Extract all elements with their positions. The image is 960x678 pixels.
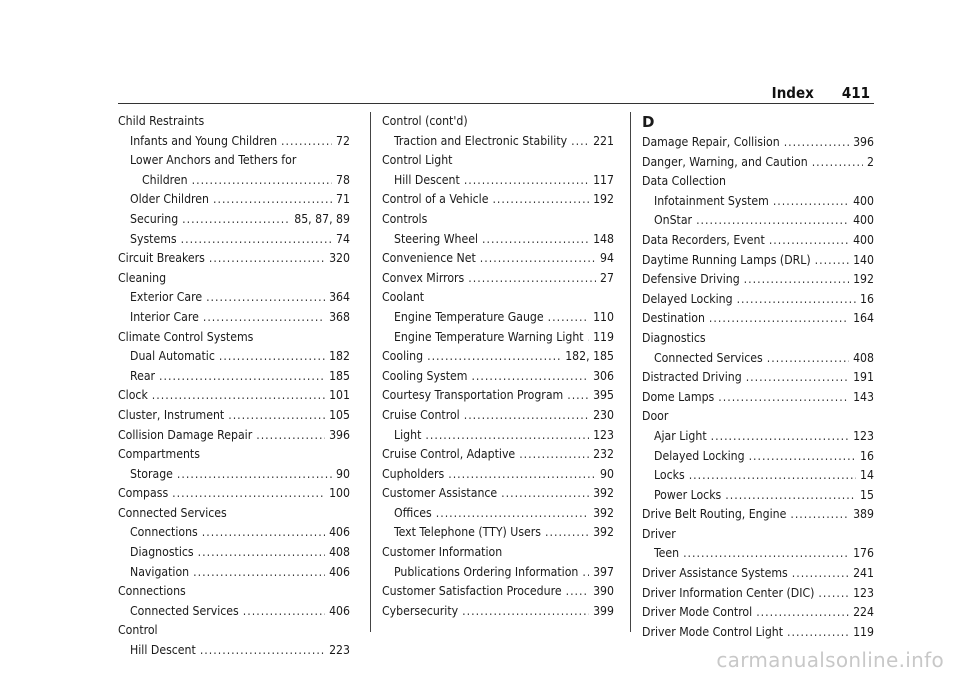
index-entry	[642, 505, 874, 525]
entry-term: Light	[394, 427, 422, 442]
entry-page-ref: 241	[853, 566, 874, 581]
index-entry	[382, 445, 614, 465]
entry-page-ref: 224	[853, 605, 874, 620]
index-entry	[118, 406, 350, 426]
entry-page-ref: 192	[593, 192, 614, 207]
entry-term: Data Recorders, Event	[642, 232, 765, 247]
entry-page-ref: 397	[593, 564, 614, 579]
entry-term: Cluster, Instrument	[118, 407, 225, 422]
index-entry	[642, 309, 874, 329]
entry-term: Hill Descent	[394, 172, 460, 187]
entry-page-ref: 71	[336, 192, 350, 207]
index-entry	[382, 132, 614, 152]
index-entry	[382, 406, 614, 426]
entry-term: Customer Assistance	[382, 486, 498, 501]
entry-term: Children	[142, 172, 188, 187]
entry-term: Delayed Locking	[642, 291, 733, 306]
dot-leader	[767, 349, 849, 369]
dot-leader	[213, 190, 332, 210]
entry-term: Systems	[130, 231, 177, 246]
dot-leader	[209, 249, 325, 269]
entry-term: Driver Assistance Systems	[642, 566, 788, 581]
entry-term: Rear	[130, 368, 156, 383]
entry-term: Interior Care	[130, 309, 199, 324]
index-entry	[642, 270, 874, 290]
dot-leader	[744, 270, 849, 290]
entry-page-ref: 306	[593, 368, 614, 383]
entry-page-ref: 396	[329, 427, 350, 442]
index-entry	[118, 210, 350, 230]
index-heading: Coolant	[382, 290, 425, 305]
index-entry	[382, 523, 614, 543]
dot-leader	[769, 231, 849, 251]
entry-page-ref: 232	[593, 447, 614, 462]
entry-term: Delayed Locking	[654, 448, 745, 463]
index-entry	[642, 388, 874, 408]
entry-page-ref: 94	[600, 251, 614, 266]
index-entry	[118, 190, 350, 210]
entry-term: Danger, Warning, and Caution	[642, 154, 808, 169]
dot-leader	[815, 251, 849, 271]
dot-leader	[172, 484, 325, 504]
entry-page-ref: 185	[329, 368, 350, 383]
index-entry	[382, 328, 614, 348]
index-heading: Connected Services	[118, 505, 227, 520]
entry-term: Infotainment System	[654, 193, 769, 208]
section-letter: D	[642, 113, 655, 131]
index-entry	[642, 211, 874, 231]
dot-leader	[746, 368, 849, 388]
entry-term: Drive Belt Routing, Engine	[642, 507, 787, 522]
dot-leader	[501, 484, 589, 504]
entry-term: Customer Satisfaction Procedure	[382, 584, 562, 599]
index-entry	[118, 386, 350, 406]
index-entry	[642, 349, 874, 369]
dot-leader	[152, 386, 325, 406]
dot-leader	[711, 427, 849, 447]
entry-term: Damage Repair, Collision	[642, 135, 780, 149]
dot-leader	[567, 386, 589, 406]
entry-page-ref: 408	[853, 350, 874, 365]
dot-leader	[448, 465, 596, 485]
page-header	[772, 84, 870, 102]
index-entry	[118, 641, 350, 661]
dot-leader	[787, 623, 849, 643]
index-entry	[642, 584, 874, 604]
dot-leader	[471, 367, 589, 387]
entry-term: Circuit Breakers	[118, 251, 205, 266]
dot-leader	[193, 563, 325, 583]
index-entry	[382, 484, 614, 504]
entry-term: Driver Mode Control	[642, 605, 753, 620]
dot-leader	[219, 347, 325, 367]
entry-term: OnStar	[654, 213, 693, 228]
dot-leader	[206, 288, 325, 308]
entry-term: Distracted Driving	[642, 370, 742, 385]
dot-leader	[792, 564, 849, 584]
entry-term: Cooling System	[382, 368, 468, 383]
entry-page-ref: 123	[853, 585, 874, 600]
index-entry	[118, 230, 350, 250]
dot-leader	[464, 406, 589, 426]
entry-term: Traction and Electronic Stability	[394, 133, 568, 148]
dot-leader	[588, 328, 589, 348]
entry-page-ref: 72	[336, 133, 350, 148]
dot-leader	[545, 523, 589, 543]
index-entry	[118, 426, 350, 446]
dot-leader	[203, 308, 325, 328]
entry-term: Defensive Driving	[642, 272, 740, 287]
dot-leader	[462, 602, 589, 622]
entry-term: Cruise Control	[382, 407, 460, 422]
index-entry	[118, 367, 350, 387]
entry-page-ref: 123	[853, 428, 874, 443]
index-heading: Control (cont'd)	[382, 114, 468, 128]
entry-page-ref: 143	[853, 389, 874, 404]
index-heading: Diagnostics	[642, 330, 706, 345]
index-entry	[118, 563, 350, 583]
entry-term: Diagnostics	[130, 545, 194, 560]
entry-term: Dual Automatic	[130, 349, 215, 364]
entry-page-ref: 14	[860, 468, 874, 483]
index-entry	[118, 602, 350, 622]
entry-term: Navigation	[130, 564, 190, 579]
index-entry	[382, 602, 614, 622]
dot-leader	[790, 505, 849, 525]
index-entry	[382, 190, 614, 210]
index-entry	[642, 368, 874, 388]
index-entry	[642, 564, 874, 584]
dot-leader	[228, 406, 325, 426]
index-entry	[382, 465, 614, 485]
entry-page-ref: 78	[336, 172, 350, 187]
index-entry	[118, 171, 350, 191]
index-entry	[118, 465, 350, 485]
index-entry	[382, 171, 614, 191]
dot-leader	[200, 641, 325, 661]
entry-page-ref: 389	[853, 507, 874, 522]
entry-term: Engine Temperature Gauge	[394, 309, 544, 324]
dot-leader	[425, 426, 589, 446]
dot-leader	[718, 388, 849, 408]
dot-leader	[159, 367, 325, 387]
index-entry	[118, 543, 350, 563]
entry-page-ref: 320	[329, 251, 350, 266]
index-entry	[642, 251, 874, 271]
dot-leader	[480, 249, 596, 269]
entry-term: Infants and Young Children	[130, 133, 278, 148]
entry-page-ref: 100	[329, 486, 350, 501]
dot-leader	[436, 504, 589, 524]
page-title: Index	[771, 84, 814, 102]
entry-term: Ajar Light	[654, 428, 707, 443]
column-divider	[630, 112, 631, 632]
dot-leader	[725, 486, 856, 506]
index-entry	[382, 347, 614, 367]
entry-page-ref: 16	[860, 448, 874, 463]
dot-leader	[427, 347, 561, 367]
dot-leader	[482, 230, 589, 250]
index-entry	[118, 347, 350, 367]
entry-page-ref: 85, 87, 89	[294, 211, 350, 226]
dot-leader	[256, 426, 325, 446]
entry-term: Connections	[130, 525, 198, 540]
index-entry	[642, 603, 874, 623]
dot-leader	[464, 171, 589, 191]
entry-page-ref: 2	[867, 154, 874, 169]
dot-leader	[468, 269, 596, 289]
index-heading: Customer Information	[382, 545, 503, 560]
entry-term: Exterior Care	[130, 290, 203, 305]
index-entry	[642, 544, 874, 564]
dot-leader	[281, 132, 332, 152]
entry-page-ref: 110	[593, 309, 614, 324]
entry-page-ref: 221	[593, 133, 614, 148]
entry-page-ref: 191	[853, 370, 874, 385]
dot-leader	[749, 447, 856, 467]
dot-leader	[192, 171, 332, 191]
entry-page-ref: 101	[329, 388, 350, 403]
index-entry	[382, 563, 614, 583]
dot-leader	[177, 465, 332, 485]
entry-term: Storage	[130, 466, 173, 481]
entry-page-ref: 396	[853, 135, 874, 149]
entry-page-ref: 223	[329, 643, 350, 658]
entry-term: Hill Descent	[130, 643, 196, 658]
entry-term: Driver Mode Control Light	[642, 624, 784, 639]
entry-term: Cybersecurity	[382, 603, 459, 618]
entry-term: Control of a Vehicle	[382, 192, 489, 207]
entry-term: Cupholders	[382, 466, 445, 481]
index-entry	[382, 230, 614, 250]
column-divider	[370, 112, 371, 632]
index-entry	[642, 623, 874, 643]
index-entry	[642, 486, 874, 506]
entry-page-ref: 192	[853, 272, 874, 287]
index-heading: Compartments	[118, 447, 200, 462]
dot-leader	[243, 602, 325, 622]
watermark: carmanualsonline.info	[716, 648, 944, 672]
index-heading: Climate Control Systems	[118, 329, 254, 344]
index-entry	[118, 523, 350, 543]
entry-term: Cruise Control, Adaptive	[382, 447, 516, 462]
dot-leader	[696, 211, 849, 231]
index-heading: Door	[642, 409, 669, 424]
dot-leader	[182, 210, 290, 230]
index-entry	[642, 133, 874, 153]
index-entry	[118, 308, 350, 328]
dot-leader	[571, 132, 589, 152]
dot-leader	[181, 230, 332, 250]
entry-term: Power Locks	[654, 487, 722, 502]
entry-page-ref: 364	[329, 290, 350, 305]
dot-leader	[566, 582, 589, 602]
dot-leader	[812, 153, 863, 173]
index-heading: Lower Anchors and Tethers for	[130, 153, 297, 168]
entry-page-ref: 164	[853, 311, 874, 326]
entry-page-ref: 400	[853, 213, 874, 228]
index-column-3	[642, 112, 874, 642]
entry-term: Courtesy Transportation Program	[382, 388, 564, 403]
entry-page-ref: 27	[600, 270, 614, 285]
entry-page-ref: 392	[593, 525, 614, 540]
entry-page-ref: 406	[329, 564, 350, 579]
entry-page-ref: 392	[593, 486, 614, 501]
index-heading: Cleaning	[118, 270, 167, 285]
entry-term: Engine Temperature Warning Light	[394, 329, 584, 344]
index-entry	[642, 192, 874, 212]
index-entry	[382, 308, 614, 328]
entry-page-ref: 368	[329, 309, 350, 324]
index-entry	[118, 132, 350, 152]
entry-term: Dome Lamps	[642, 389, 715, 404]
entry-page-ref: 400	[853, 193, 874, 208]
index-heading: Connections	[118, 584, 186, 599]
index-entry	[118, 249, 350, 269]
entry-page-ref: 230	[593, 407, 614, 422]
dot-leader	[683, 544, 849, 564]
index-entry	[642, 447, 874, 467]
entry-term: Collision Damage Repair	[118, 427, 253, 442]
entry-page-ref: 119	[593, 329, 614, 344]
entry-page-ref: 395	[593, 388, 614, 403]
index-entry	[382, 386, 614, 406]
entry-term: Cooling	[382, 349, 424, 364]
entry-term: Publications Ordering Information	[394, 564, 579, 579]
entry-page-ref: 182, 185	[565, 349, 614, 364]
entry-page-ref: 15	[860, 487, 874, 502]
dot-leader	[202, 523, 325, 543]
index-entry	[382, 426, 614, 446]
entry-term: Clock	[118, 388, 148, 403]
index-entry	[118, 288, 350, 308]
entry-term: Offices	[394, 505, 432, 520]
entry-page-ref: 123	[593, 427, 614, 442]
dot-leader	[773, 192, 849, 212]
entry-page-ref: 74	[336, 231, 350, 246]
entry-page-ref: 148	[593, 231, 614, 246]
entry-term: Destination	[642, 311, 705, 326]
entry-page-ref: 406	[329, 603, 350, 618]
index-heading: Child Restraints	[118, 114, 205, 128]
entry-term: Locks	[654, 468, 685, 483]
index-heading: Control	[118, 623, 158, 638]
index-entry	[118, 484, 350, 504]
index-entry	[382, 582, 614, 602]
page-number: 411	[841, 84, 870, 102]
index-entry	[642, 427, 874, 447]
entry-page-ref: 90	[600, 466, 614, 481]
dot-leader	[818, 584, 849, 604]
dot-leader	[709, 309, 849, 329]
entry-term: Convex Mirrors	[382, 270, 465, 285]
entry-term: Driver Information Center (DIC)	[642, 585, 815, 600]
dot-leader	[689, 466, 856, 486]
dot-leader	[756, 603, 849, 623]
entry-term: Connected Services	[654, 350, 763, 365]
entry-page-ref: 406	[329, 525, 350, 540]
entry-page-ref: 90	[336, 466, 350, 481]
entry-page-ref: 140	[853, 252, 874, 267]
entry-page-ref: 400	[853, 232, 874, 247]
entry-page-ref: 399	[593, 603, 614, 618]
entry-page-ref: 105	[329, 407, 350, 422]
entry-term: Securing	[130, 211, 179, 226]
entry-page-ref: 119	[853, 624, 874, 639]
index-entry	[642, 466, 874, 486]
index-entry	[382, 367, 614, 387]
index-entry	[642, 153, 874, 173]
index-heading: Driver	[642, 526, 676, 541]
index-heading: Control Light	[382, 153, 453, 168]
dot-leader	[198, 543, 325, 563]
index-column-1	[118, 112, 350, 661]
entry-page-ref: 408	[329, 545, 350, 560]
entry-term: Convenience Net	[382, 251, 476, 266]
entry-term: Compass	[118, 486, 169, 501]
index-entry	[642, 231, 874, 251]
index-entry	[382, 269, 614, 289]
entry-term: Teen	[654, 546, 680, 561]
entry-term: Text Telephone (TTY) Users	[394, 525, 542, 540]
index-heading: Data Collection	[642, 174, 726, 189]
entry-page-ref: 117	[593, 172, 614, 187]
index-entry	[382, 249, 614, 269]
entry-term: Connected Services	[130, 603, 239, 618]
dot-leader	[519, 445, 589, 465]
entry-page-ref: 392	[593, 505, 614, 520]
index-entry	[382, 504, 614, 524]
entry-page-ref: 176	[853, 546, 874, 561]
dot-leader	[548, 308, 589, 328]
entry-term: Older Children	[130, 192, 209, 207]
entry-page-ref: 390	[593, 584, 614, 599]
index-heading: Controls	[382, 211, 428, 226]
entry-term: Steering Wheel	[394, 231, 479, 246]
header-rule	[118, 103, 874, 104]
dot-leader	[737, 290, 856, 310]
dot-leader	[784, 133, 849, 153]
index-entry	[642, 290, 874, 310]
entry-page-ref: 16	[860, 291, 874, 306]
entry-term: Daytime Running Lamps (DRL)	[642, 252, 811, 267]
dot-leader	[492, 190, 589, 210]
index-column-2	[382, 112, 614, 621]
dot-leader	[582, 563, 589, 583]
entry-page-ref: 182	[329, 349, 350, 364]
